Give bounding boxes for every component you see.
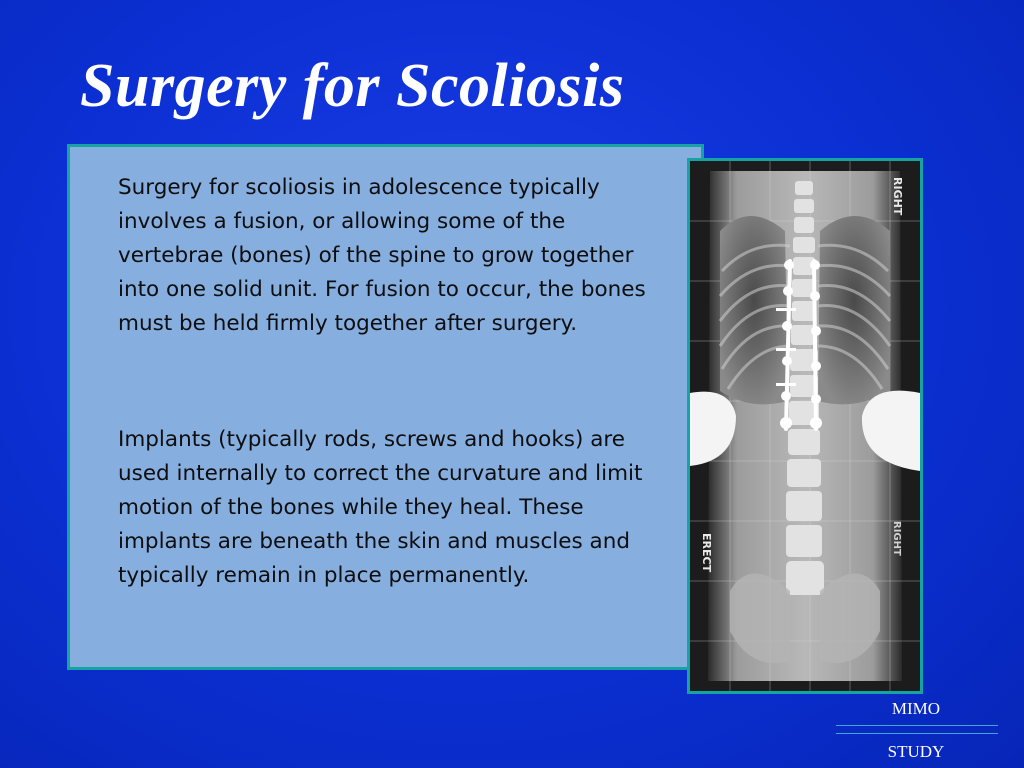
xray-marker-right-top: RIGHT bbox=[891, 177, 904, 216]
footer-study-label: STUDY bbox=[887, 742, 945, 761]
body-text-box bbox=[67, 144, 704, 670]
slide-title: Surgery for Scoliosis bbox=[80, 52, 625, 120]
body-paragraph-1: Surgery for scoliosis in adolescence typically involves a fusion, or allowing some of the vertebrae (bones) of the spine to grow together into one solid unit. For fusion to occur, the bones must be held firmly together after surgery. bbox=[118, 175, 646, 336]
footer-mimo-label: MIMO bbox=[891, 699, 941, 718]
xray-marker-erect: ERECT bbox=[700, 533, 713, 573]
footer-divider-top bbox=[836, 725, 998, 726]
body-paragraph-2: Implants (typically rods, screws and hooks) are used internally to correct the curvature and limit motion of the bones while they heal. These implants are beneath the skin and muscles and typically remain in place permanently. bbox=[118, 427, 643, 588]
xray-illustration bbox=[690, 161, 920, 691]
xray-marker-right-bottom: RIGHT bbox=[891, 521, 902, 556]
spine-xray-image bbox=[687, 158, 923, 694]
footer-divider-bottom bbox=[836, 733, 998, 734]
